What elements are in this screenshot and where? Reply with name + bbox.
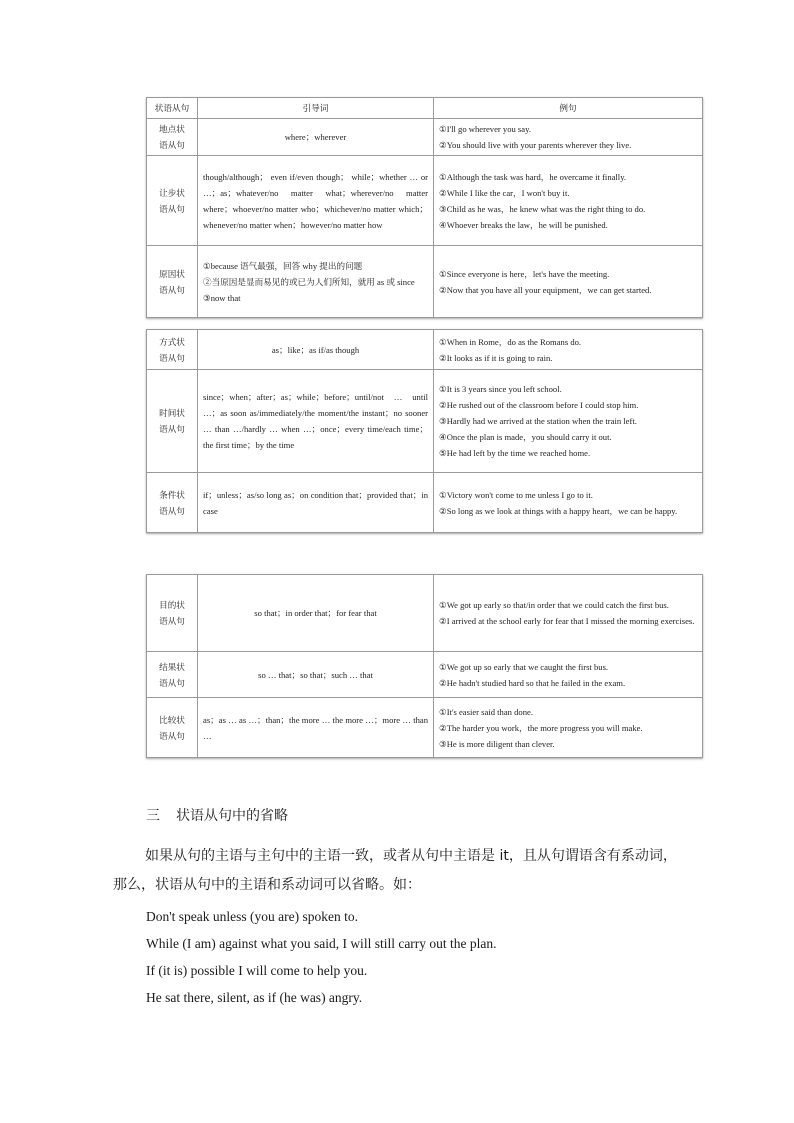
conjunctions: as；like；as if/as though [198,330,434,370]
clause-type: 方式状语从句 [147,330,198,370]
example-line: ①I'll go wherever you say. [439,124,531,134]
header-examples: 例句 [434,98,703,119]
examples [434,370,703,473]
example-line: ④Once the plan is made，you should carry it out. [439,432,612,442]
examples [434,156,703,246]
conjunctions [198,246,434,318]
example-line: ②While I like the car，I won't buy it. [439,187,570,198]
examples [434,473,703,533]
example-line: ①It is 3 years since you left school. [439,384,562,394]
conjunctions: as；as … as …；than；the more … the more …；more … than … [198,698,434,758]
clause-type: 地点状语从句 [147,119,198,156]
clause-type: 时间状语从句 [147,370,198,473]
example-line: ②I arrived at the school early for fear that I missed the morning exercises. [439,616,695,626]
example-line: ③He is more diligent than clever. [439,738,555,749]
clause-table-2 [146,329,703,533]
conjunctions: though/although； even if/even though； while；whether … or …；as；whatever/no matter what；wherever/no matter where；whoever/no matter who；whichever/no matter which；whenever/no matter when；however/no matter how [198,156,434,246]
table-row [147,698,703,758]
section-heading [146,805,288,825]
table-row [147,473,703,533]
table-row [147,330,703,370]
examples [434,652,703,698]
section-paragraph: 如果从句的主语与主句中的主语一致，或者从句中主语是 it，且从句谓语含有系动词，那么，状语从句中的主语和系动词可以省略。如： [113,848,677,893]
examples [434,119,703,156]
example-sentence: If (it is) possible I will come to help you. [146,963,368,978]
example-sentence: Don't speak unless (you are) spoken to. [146,909,359,924]
conjunction-note: ③now that [203,292,241,303]
conjunctions: if；unless；as/so long as；on condition that；provided that；in case [198,473,434,533]
clause-table-1 [146,97,703,318]
example-line: ①When in Rome，do as the Romans do. [439,336,582,347]
example-line: ③Child as he was，he knew what was the right thing to do. [439,203,646,214]
conjunctions: where；wherever [198,119,434,156]
example-line: ①Since everyone is here，let's have the meeting. [439,268,610,279]
section-number: 三 [146,808,160,824]
table-row [147,370,703,473]
example-line: ②He hadn't studied hard so that he failed in the exam. [439,677,626,688]
table-row [147,119,703,156]
examples [434,698,703,758]
example-line: ①Victory won't come to me unless I go to it. [439,489,593,500]
example-line: ②You should live with your parents wherever they live. [439,140,632,150]
example-line: ③Hardly had we arrived at the station when the train left. [439,416,637,426]
table-row [147,246,703,318]
example-line: ④Whoever breaks the law，he will be punished. [439,219,608,230]
examples [434,575,703,652]
table-row [147,156,703,246]
example-line: ①We got up early so that/in order that we could catch the first bus. [439,600,669,610]
example-sentence: While (I am) against what you said, I will still carry out the plan. [146,936,497,951]
clause-type: 目的状语从句 [147,575,198,652]
example-line: ②The harder you work，the more progress you will make. [439,722,643,733]
clause-type: 比较状语从句 [147,698,198,758]
header-clause-type: 状语从句 [147,98,198,119]
example-line: ②He rushed out of the classroom before I could stop him. [439,400,639,410]
example-line: ①We got up so early that we caught the first bus. [439,661,609,672]
header-conjunctions: 引导词 [198,98,434,119]
clause-type: 让步状语从句 [147,156,198,246]
table-row [147,575,703,652]
conjunctions: so … that；so that；such … that [198,652,434,698]
conjunction-note: ②当原因是显而易见的或已为人们所知，就用 as 或 since [203,276,415,287]
clause-type: 结果状语从句 [147,652,198,698]
clause-table-3 [146,574,703,758]
example-line: ①Although the task was hard，he overcame it finally. [439,171,627,182]
example-line: ②It looks as if it is going to rain. [439,352,553,363]
example-line: ⑤He had left by the time we reached home. [439,448,591,458]
conjunctions: since；when；after；as；while；before；until/not … until …；as soon as/immediately/the moment/the instant；no sooner … than …/hardly … when …；once；every time/each time；the first time；by the time [198,370,434,473]
table-header-row [147,98,703,119]
conjunction-note: ①because 语气最强，回答 why 提出的问题 [203,260,363,271]
example-sentence: He sat there, silent, as if (he was) angry. [146,990,363,1005]
examples [434,246,703,318]
example-line: ②So long as we look at things with a happy heart，we can be happy. [439,505,678,516]
conjunctions: so that；in order that；for fear that [198,575,434,652]
examples [434,330,703,370]
section-title: 状语从句中的省略 [176,808,288,824]
table-row [147,652,703,698]
example-line: ①It's easier said than done. [439,706,533,717]
clause-type: 条件状语从句 [147,473,198,533]
clause-type: 原因状语从句 [147,246,198,318]
example-line: ②Now that you have all your equipment，we can get started. [439,284,652,295]
